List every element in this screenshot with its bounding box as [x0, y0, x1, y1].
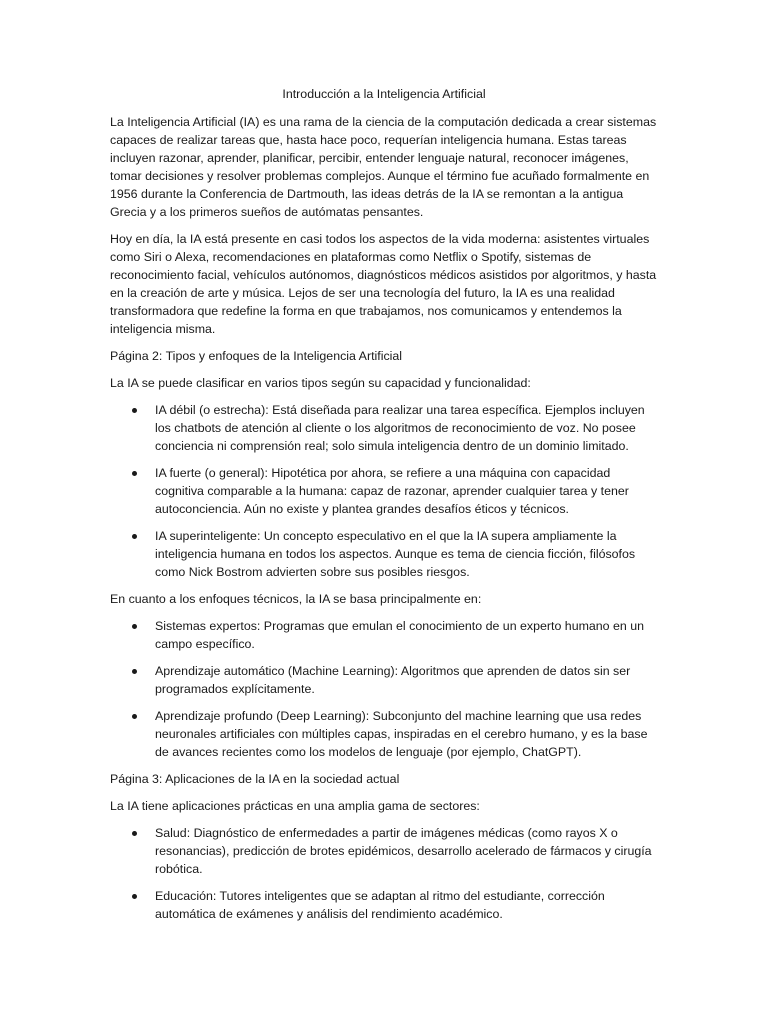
page3-intro: La IA tiene aplicaciones prácticas en una amplia gama de sectores:: [110, 799, 480, 813]
list-item: [110, 707, 658, 761]
list-item: [110, 401, 658, 455]
sectors-list: [110, 824, 658, 923]
approaches-list: [110, 617, 658, 761]
page3-heading: Página 3: Aplicaciones de la IA en la sociedad actual: [110, 772, 400, 786]
intro-paragraph-2: Hoy en día, la IA está presente en casi todos los aspectos de la vida moderna: asistentes virtuales como Siri o Alexa, recomendaciones en plataformas como Netflix o Spotify, sistemas de reconocimiento facial, vehículos autónomos, diagnósticos médicos asistidos por algoritmos, y hasta en la creación de arte y música. Lejos de ser una tecnología del futuro, la IA es una realidad transformadora que redefine la forma en que trabajamos, nos comunicamos y entendemos la inteligencia misma.: [110, 232, 657, 336]
list-item-text: Aprendizaje profundo (Deep Learning): Subconjunto del machine learning que usa redes neuronales artificiales con múltiples capas, inspiradas en el cerebro humano, y es la base de avances recientes como los modelos de lenguaje (por ejemplo, ChatGPT).: [155, 709, 648, 759]
list-item: [110, 662, 658, 698]
bullet-icon: [132, 624, 137, 629]
bullet-icon: [132, 471, 137, 476]
page2-heading: Página 2: Tipos y enfoques de la Inteligencia Artificial: [110, 349, 403, 363]
bullet-icon: [132, 831, 137, 836]
list-item: [110, 617, 658, 653]
bullet-icon: [132, 408, 137, 413]
list-item: [110, 887, 658, 923]
list-item: [110, 464, 658, 518]
document-page: [110, 85, 658, 932]
list-item-text: IA débil (o estrecha): Está diseñada para realizar una tarea específica. Ejemplos incluyen los chatbots de atención al cliente o los algoritmos de reconocimiento de voz. No posee conciencia ni comprensión real; solo simula inteligencia dentro de un dominio limitado.: [155, 403, 645, 453]
intro-paragraph-1: La Inteligencia Artificial (IA) es una rama de la ciencia de la computación dedicada a crear sistemas capaces de realizar tareas que, hasta hace poco, requerían inteligencia humana. Estas tareas incluyen razonar, aprender, planificar, percibir, entender lenguaje natural, reconocer imágenes, tomar decisiones y resolver problemas complejos. Aunque el término fue acuñado formalmente en 1956 durante la Conferencia de Dartmouth, las ideas detrás de la IA se remontan a la antigua Grecia y a los primeros sueños de autómatas pensantes.: [110, 115, 657, 219]
list-item-text: Sistemas expertos: Programas que emulan el conocimiento de un experto humano en un campo específico.: [155, 619, 645, 651]
bullet-icon: [132, 714, 137, 719]
list-item: [110, 824, 658, 878]
ai-types-list: [110, 401, 658, 581]
list-item-text: IA fuerte (o general): Hipotética por ahora, se refiere a una máquina con capacidad cognitiva comparable a la humana: capaz de razonar, aprender cualquier tarea y tener autoconciencia. Aún no existe y plantea grandes desafíos éticos y técnicos.: [155, 466, 629, 516]
list-item-text: IA superinteligente: Un concepto especulativo en el que la IA supera ampliamente la inteligencia humana en todos los aspectos. Aunque es tema de ciencia ficción, filósofos como Nick Bostrom advierten sobre sus posibles riesgos.: [155, 529, 636, 579]
list-item-text: Salud: Diagnóstico de enfermedades a partir de imágenes médicas (como rayos X o resonancias), predicción de brotes epidémicos, desarrollo acelerado de fármacos y cirugía robótica.: [155, 826, 652, 876]
bullet-icon: [132, 894, 137, 899]
document-title: Introducción a la Inteligencia Artificial: [282, 87, 486, 101]
bullet-icon: [132, 669, 137, 674]
bullet-icon: [132, 534, 137, 539]
approaches-intro: En cuanto a los enfoques técnicos, la IA se basa principalmente en:: [110, 592, 482, 606]
list-item-text: Educación: Tutores inteligentes que se adaptan al ritmo del estudiante, corrección automática de exámenes y análisis del rendimiento académico.: [155, 889, 605, 921]
list-item: [110, 527, 658, 581]
list-item-text: Aprendizaje automático (Machine Learning): Algoritmos que aprenden de datos sin ser programados explícitamente.: [155, 664, 631, 696]
page2-intro: La IA se puede clasificar en varios tipos según su capacidad y funcionalidad:: [110, 376, 531, 390]
